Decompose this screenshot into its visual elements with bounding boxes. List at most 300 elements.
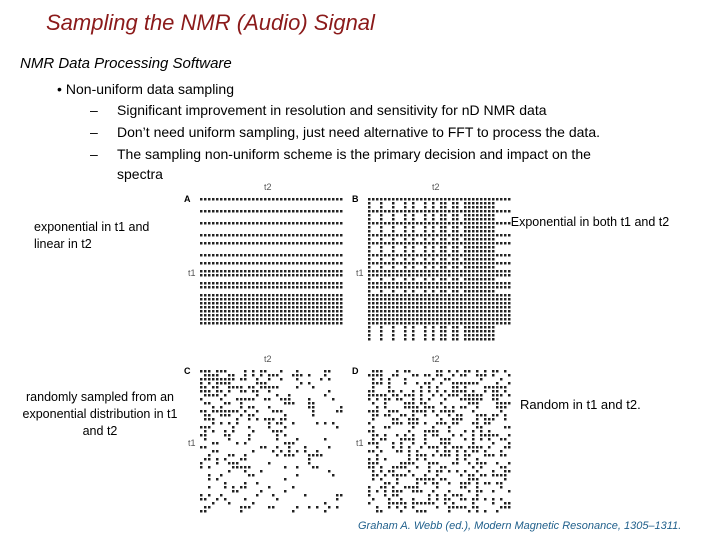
- sample-point: [412, 330, 414, 332]
- sample-point: [476, 266, 478, 268]
- sample-point: [224, 378, 226, 380]
- sample-point: [440, 402, 442, 404]
- sample-point: [496, 274, 498, 276]
- sample-point: [416, 478, 418, 480]
- sample-point: [328, 234, 330, 236]
- sample-point: [236, 462, 238, 464]
- sample-point: [372, 390, 374, 392]
- sample-point: [452, 462, 454, 464]
- sample-point: [476, 318, 478, 320]
- sample-point: [284, 306, 286, 308]
- sample-point: [424, 442, 426, 444]
- sample-point: [260, 306, 262, 308]
- sample-point: [316, 422, 318, 424]
- sample-point: [436, 302, 438, 304]
- sample-point: [288, 318, 290, 320]
- sample-point: [340, 294, 342, 296]
- sample-point: [288, 454, 290, 456]
- sample-point: [440, 298, 442, 300]
- sample-point: [500, 450, 502, 452]
- panel-letter-d: D: [352, 366, 359, 376]
- sample-point: [492, 282, 494, 284]
- sample-point: [200, 210, 202, 212]
- sample-point: [448, 262, 450, 264]
- sample-point: [456, 462, 458, 464]
- sample-point: [200, 434, 202, 436]
- sample-point: [376, 318, 378, 320]
- sample-point: [284, 434, 286, 436]
- sample-point: [432, 462, 434, 464]
- sample-point: [476, 306, 478, 308]
- sample-point: [488, 318, 490, 320]
- sample-point: [392, 226, 394, 228]
- sample-point: [456, 370, 458, 372]
- sample-point: [204, 298, 206, 300]
- sample-point: [424, 414, 426, 416]
- sample-point: [492, 338, 494, 340]
- sample-point: [400, 322, 402, 324]
- sample-point: [416, 210, 418, 212]
- sample-point: [220, 270, 222, 272]
- sample-point: [212, 294, 214, 296]
- sample-point: [336, 426, 338, 428]
- sample-point: [396, 254, 398, 256]
- sample-point: [224, 242, 226, 244]
- sample-point: [256, 282, 258, 284]
- sample-point: [412, 302, 414, 304]
- sample-point: [284, 254, 286, 256]
- sample-point: [464, 374, 466, 376]
- sample-point: [320, 242, 322, 244]
- sample-point: [200, 274, 202, 276]
- sample-point: [312, 314, 314, 316]
- sample-point: [500, 270, 502, 272]
- sample-point: [276, 430, 278, 432]
- sample-point: [444, 330, 446, 332]
- sample-point: [488, 214, 490, 216]
- sample-point: [508, 506, 510, 508]
- sample-point: [376, 282, 378, 284]
- sample-point: [500, 234, 502, 236]
- sample-point: [272, 418, 274, 420]
- sample-point: [324, 210, 326, 212]
- sample-point: [388, 262, 390, 264]
- sample-point: [300, 262, 302, 264]
- sample-point: [488, 254, 490, 256]
- sample-point: [484, 314, 486, 316]
- sample-point: [456, 322, 458, 324]
- sample-point: [476, 262, 478, 264]
- sample-point: [368, 494, 370, 496]
- sample-point: [456, 450, 458, 452]
- sample-point: [276, 386, 278, 388]
- sample-point: [304, 318, 306, 320]
- sample-point: [332, 314, 334, 316]
- sample-point: [492, 290, 494, 292]
- sample-point: [412, 474, 414, 476]
- axis-label-t1: t1: [356, 438, 364, 448]
- sample-point: [376, 234, 378, 236]
- sample-point: [252, 474, 254, 476]
- sample-point: [260, 310, 262, 312]
- sample-point: [416, 242, 418, 244]
- sample-point: [260, 382, 262, 384]
- sample-point: [456, 230, 458, 232]
- sample-point: [240, 294, 242, 296]
- sample-point: [244, 298, 246, 300]
- sample-point: [252, 450, 254, 452]
- sample-point: [216, 262, 218, 264]
- sample-point: [256, 262, 258, 264]
- sample-point: [492, 286, 494, 288]
- sample-point: [312, 318, 314, 320]
- sample-point: [284, 302, 286, 304]
- sample-point: [440, 418, 442, 420]
- sample-point: [328, 378, 330, 380]
- sample-point: [480, 202, 482, 204]
- sample-point: [436, 482, 438, 484]
- sample-point: [204, 430, 206, 432]
- sample-point: [392, 306, 394, 308]
- sample-point: [216, 450, 218, 452]
- sample-point: [424, 294, 426, 296]
- sample-point: [416, 406, 418, 408]
- sample-point: [268, 242, 270, 244]
- sample-point: [384, 318, 386, 320]
- sample-point: [484, 290, 486, 292]
- sample-point: [380, 250, 382, 252]
- sample-point: [296, 234, 298, 236]
- sample-point: [504, 466, 506, 468]
- sample-point: [460, 242, 462, 244]
- sample-point: [380, 218, 382, 220]
- sample-point: [236, 398, 238, 400]
- sample-point: [500, 314, 502, 316]
- sample-point: [476, 498, 478, 500]
- sample-point: [412, 486, 414, 488]
- sample-point: [492, 498, 494, 500]
- sample-point: [316, 294, 318, 296]
- sample-point: [468, 198, 470, 200]
- sample-point: [484, 418, 486, 420]
- sample-point: [204, 286, 206, 288]
- sample-point: [252, 198, 254, 200]
- sample-point: [272, 254, 274, 256]
- sample-point: [340, 306, 342, 308]
- sample-point: [500, 322, 502, 324]
- sample-point: [328, 318, 330, 320]
- sample-point: [412, 402, 414, 404]
- sample-point: [408, 294, 410, 296]
- sample-point: [216, 442, 218, 444]
- sample-point: [332, 310, 334, 312]
- sample-point: [204, 434, 206, 436]
- sample-point: [448, 470, 450, 472]
- sample-point: [464, 338, 466, 340]
- sample-point: [232, 322, 234, 324]
- sample-point: [404, 226, 406, 228]
- sample-point: [424, 230, 426, 232]
- sample-point: [376, 198, 378, 200]
- sample-point: [448, 282, 450, 284]
- sample-point: [404, 294, 406, 296]
- sample-point: [264, 302, 266, 304]
- sample-point: [380, 318, 382, 320]
- sample-point: [436, 506, 438, 508]
- sample-point: [392, 374, 394, 376]
- sample-point: [420, 310, 422, 312]
- sample-point: [368, 214, 370, 216]
- sample-point: [244, 222, 246, 224]
- sample-point: [452, 202, 454, 204]
- sample-point: [316, 506, 318, 508]
- sample-point: [432, 290, 434, 292]
- sample-point: [400, 302, 402, 304]
- sample-point: [216, 378, 218, 380]
- sample-point: [420, 270, 422, 272]
- sample-point: [504, 506, 506, 508]
- sample-point: [220, 318, 222, 320]
- sample-point: [388, 242, 390, 244]
- sample-point: [408, 270, 410, 272]
- sample-point: [296, 222, 298, 224]
- sample-point: [328, 298, 330, 300]
- sample-point: [424, 410, 426, 412]
- sample-point: [476, 486, 478, 488]
- sample-point: [276, 270, 278, 272]
- sample-point: [468, 398, 470, 400]
- sample-point: [452, 294, 454, 296]
- sample-point: [232, 306, 234, 308]
- sample-point: [276, 434, 278, 436]
- sample-point: [464, 390, 466, 392]
- sample-point: [260, 270, 262, 272]
- sample-point: [464, 330, 466, 332]
- sample-point: [228, 306, 230, 308]
- sample-point: [492, 386, 494, 388]
- sample-point: [316, 210, 318, 212]
- sample-point: [328, 306, 330, 308]
- sample-point: [476, 510, 478, 512]
- sample-point: [248, 398, 250, 400]
- sample-point: [296, 314, 298, 316]
- sample-point: [220, 302, 222, 304]
- sample-point: [380, 286, 382, 288]
- sample-point: [308, 318, 310, 320]
- sample-point: [460, 434, 462, 436]
- sample-point: [488, 434, 490, 436]
- sample-point: [444, 290, 446, 292]
- sample-point: [260, 242, 262, 244]
- sample-point: [384, 486, 386, 488]
- sample-point: [264, 286, 266, 288]
- sample-point: [376, 222, 378, 224]
- sample-point: [372, 378, 374, 380]
- sample-point: [208, 210, 210, 212]
- sample-point: [440, 238, 442, 240]
- sample-point: [392, 266, 394, 268]
- sample-point: [440, 254, 442, 256]
- sample-point: [316, 298, 318, 300]
- sample-point: [308, 406, 310, 408]
- sample-point: [200, 242, 202, 244]
- sample-point: [388, 378, 390, 380]
- sample-point: [384, 234, 386, 236]
- sample-point: [468, 370, 470, 372]
- sample-point: [208, 402, 210, 404]
- sample-point: [452, 258, 454, 260]
- sample-point: [216, 306, 218, 308]
- sample-point: [392, 422, 394, 424]
- sample-point: [312, 406, 314, 408]
- sample-point: [384, 242, 386, 244]
- sample-point: [272, 294, 274, 296]
- sample-point: [248, 414, 250, 416]
- sample-point: [200, 298, 202, 300]
- sample-point: [296, 270, 298, 272]
- sample-point: [476, 198, 478, 200]
- sample-point: [404, 222, 406, 224]
- sample-point: [304, 274, 306, 276]
- sample-point: [484, 462, 486, 464]
- sample-point: [384, 458, 386, 460]
- sample-point: [476, 230, 478, 232]
- sample-point: [496, 222, 498, 224]
- sample-point: [404, 330, 406, 332]
- sample-point: [476, 250, 478, 252]
- sample-point: [284, 314, 286, 316]
- sample-point: [424, 226, 426, 228]
- sample-point: [448, 298, 450, 300]
- sample-point: [200, 498, 202, 500]
- sample-point: [472, 218, 474, 220]
- sample-point: [208, 310, 210, 312]
- sample-point: [332, 322, 334, 324]
- sample-point: [492, 322, 494, 324]
- sample-point: [268, 418, 270, 420]
- sample-point: [392, 470, 394, 472]
- sample-point: [424, 402, 426, 404]
- sample-point: [244, 390, 246, 392]
- sample-point: [480, 462, 482, 464]
- sample-point: [500, 482, 502, 484]
- sample-point: [244, 294, 246, 296]
- sample-point: [484, 310, 486, 312]
- sample-point: [404, 474, 406, 476]
- sample-point: [504, 234, 506, 236]
- sample-point: [236, 490, 238, 492]
- sample-point: [436, 274, 438, 276]
- sample-point: [464, 298, 466, 300]
- sample-point: [452, 270, 454, 272]
- sample-point: [416, 418, 418, 420]
- sample-point: [488, 206, 490, 208]
- sample-point: [376, 374, 378, 376]
- sample-point: [292, 374, 294, 376]
- sample-point: [452, 230, 454, 232]
- sample-point: [416, 454, 418, 456]
- sample-point: [500, 466, 502, 468]
- sample-point: [488, 330, 490, 332]
- sample-point: [388, 390, 390, 392]
- sample-point: [444, 494, 446, 496]
- sample-point: [376, 310, 378, 312]
- sample-point: [224, 270, 226, 272]
- sample-point: [336, 294, 338, 296]
- sample-point: [464, 506, 466, 508]
- sample-point: [216, 234, 218, 236]
- sample-point: [256, 394, 258, 396]
- sample-point: [408, 318, 410, 320]
- sample-point: [500, 242, 502, 244]
- sample-point: [292, 306, 294, 308]
- sample-point: [496, 398, 498, 400]
- sample-point: [428, 398, 430, 400]
- sample-point: [244, 234, 246, 236]
- sample-point: [260, 446, 262, 448]
- sample-point: [472, 442, 474, 444]
- sample-point: [496, 310, 498, 312]
- caption-panel-c: randomly sampled from an exponential distribution in t1 and t2: [22, 390, 178, 438]
- sample-point: [452, 386, 454, 388]
- sample-point: [472, 402, 474, 404]
- sample-point: [476, 470, 478, 472]
- sample-point: [288, 314, 290, 316]
- sample-point: [504, 502, 506, 504]
- sample-point: [336, 302, 338, 304]
- sample-point: [480, 198, 482, 200]
- sample-point: [328, 322, 330, 324]
- sample-point: [412, 338, 414, 340]
- sample-point: [240, 222, 242, 224]
- sample-point: [504, 262, 506, 264]
- sample-point: [480, 426, 482, 428]
- sample-point: [388, 198, 390, 200]
- sample-point: [480, 218, 482, 220]
- sample-point: [476, 462, 478, 464]
- sample-point: [252, 286, 254, 288]
- sample-point: [208, 318, 210, 320]
- sample-point: [296, 302, 298, 304]
- sample-point: [372, 242, 374, 244]
- sample-point: [264, 298, 266, 300]
- sample-point: [404, 210, 406, 212]
- sample-point: [440, 318, 442, 320]
- sample-point: [368, 314, 370, 316]
- sample-point: [212, 234, 214, 236]
- sample-point: [444, 318, 446, 320]
- sample-point: [496, 394, 498, 396]
- sample-point: [504, 282, 506, 284]
- sample-point: [392, 418, 394, 420]
- sample-point: [452, 434, 454, 436]
- sample-point: [404, 206, 406, 208]
- sample-point: [288, 286, 290, 288]
- sample-point: [428, 494, 430, 496]
- sample-point: [476, 322, 478, 324]
- sample-point: [304, 286, 306, 288]
- sample-point: [484, 198, 486, 200]
- sample-point: [448, 506, 450, 508]
- sample-point: [492, 218, 494, 220]
- sample-point: [496, 282, 498, 284]
- sample-point: [240, 390, 242, 392]
- sample-point: [468, 246, 470, 248]
- sample-point: [200, 370, 202, 372]
- sample-point: [248, 286, 250, 288]
- sample-point: [464, 250, 466, 252]
- sample-point: [304, 242, 306, 244]
